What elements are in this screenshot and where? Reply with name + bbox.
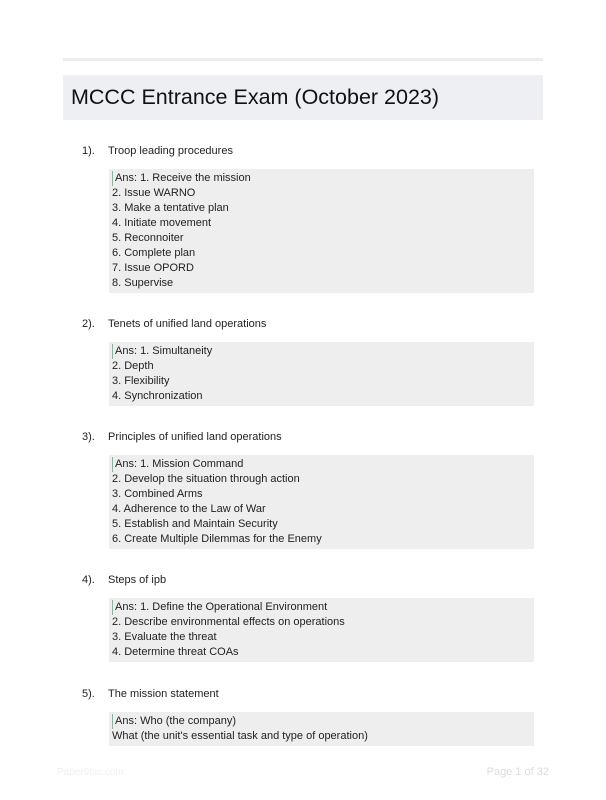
question-2: [82, 316, 542, 332]
answer-line: 6. Create Multiple Dilemmas for the Enemy: [112, 533, 322, 545]
answer-box-3: [109, 455, 534, 549]
answer-box-4: [109, 598, 534, 662]
question-text: Troop leading procedures: [108, 145, 233, 157]
title-banner: [63, 75, 543, 120]
question-number: 1).: [82, 145, 95, 157]
question-4: [82, 572, 542, 588]
answer-line: Ans: 1. Define the Operational Environment: [112, 600, 534, 615]
footer-watermark: Paper9bic.com: [57, 767, 124, 778]
page-indicator: Page 1 of 32: [486, 766, 549, 778]
answer-line: 5. Reconnoiter: [112, 232, 184, 244]
answer-line: 3. Make a tentative plan: [112, 202, 229, 214]
question-5: [82, 686, 542, 702]
answer-line: 2. Depth: [112, 360, 154, 372]
answer-line: 8. Supervise: [112, 277, 174, 289]
question-number: 2).: [82, 318, 95, 330]
question-number: 3).: [82, 431, 95, 443]
document-title: MCCC Entrance Exam (October 2023): [71, 85, 440, 109]
answer-box-5: [109, 712, 534, 746]
question-text: Principles of unified land operations: [108, 431, 282, 443]
answer-line: Ans: 1. Simultaneity: [112, 344, 534, 359]
question-text: Tenets of unified land operations: [108, 318, 267, 330]
answer-box-1: [109, 169, 534, 293]
top-divider: [63, 58, 543, 61]
answer-box-2: [109, 342, 534, 406]
answer-line: 3. Evaluate the threat: [112, 631, 217, 643]
question-number: 5).: [82, 688, 95, 700]
question-text: Steps of ipb: [108, 574, 167, 586]
answer-line: 6. Complete plan: [112, 247, 196, 259]
answer-line: 5. Establish and Maintain Security: [112, 518, 278, 530]
answer-line: 4. Adherence to the Law of War: [112, 503, 266, 515]
answer-line: 4. Determine threat COAs: [112, 646, 239, 658]
answer-line: 4. Synchronization: [112, 390, 203, 402]
answer-line: Ans: 1. Receive the mission: [112, 171, 534, 186]
answer-line: 2. Develop the situation through action: [112, 473, 300, 485]
answer-line: 4. Initiate movement: [112, 217, 212, 229]
answer-line: 3. Flexibility: [112, 375, 170, 387]
answer-line: 2. Describe environmental effects on operations: [112, 616, 345, 628]
question-3: [82, 429, 542, 445]
answer-line: What (the unit's essential task and type of operation): [112, 730, 368, 742]
question-number: 4).: [82, 574, 95, 586]
answer-line: 3. Combined Arms: [112, 488, 203, 500]
answer-line: Ans: 1. Mission Command: [112, 457, 534, 472]
answer-line: 7. Issue OPORD: [112, 262, 194, 274]
question-text: The mission statement: [108, 688, 219, 700]
question-1: [82, 143, 542, 159]
answer-line: Ans: Who (the company): [112, 714, 534, 729]
answer-line: 2. Issue WARNO: [112, 187, 196, 199]
